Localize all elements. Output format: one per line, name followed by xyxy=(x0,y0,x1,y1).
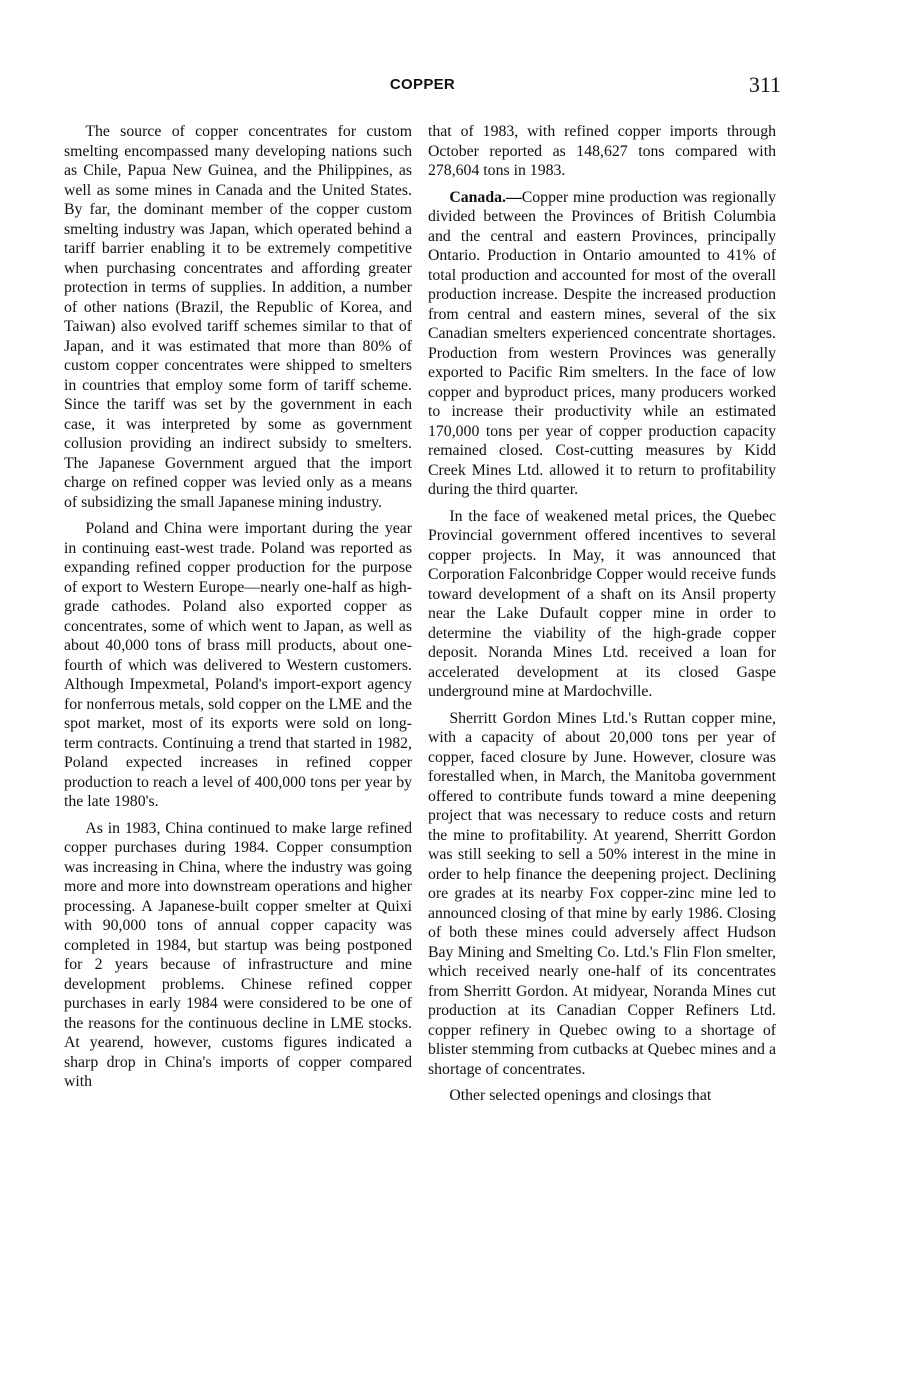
paragraph-custom-smelting: The source of copper concentrates for custom smelting encompassed many developing nations such as Chile, Papua New Guinea, and the Philippines, as well as some mines in Canada and the United States. By far, the dominant member of the copper custom smelting industry was Japan, which operated behind a tariff barrier enabling it to be extremely competitive when purchasing concentrates and affording greater protection in terms of supplies. In addition, a number of other nations (Brazil, the Republic of Korea, and Taiwan) also evolved tariff schemes similar to that of Japan, and it was estimated that more than 80% of custom copper concentrates were shipped to smelters in countries that employ some form of tariff scheme. Since the tariff was set by the government in each case, it was interpreted by some as government collusion providing an indirect subsidy to smelters. The Japanese Government argued that the import charge on refined copper was levied only as a means of subsidizing the small Japanese mining industry. xyxy=(64,123,412,511)
running-head xyxy=(60,72,785,100)
paragraph-sherritt-gordon: Sherritt Gordon Mines Ltd.'s Ruttan copper mine, with a capacity of about 20,000 tons per year of copper, faced closure by June. However, closure was forestalled when, in March, the Manitoba government offered to contribute funds toward a mine deepening project that was necessary to reduce costs and return the mine to profitability. At yearend, Sherritt Gordon was still seeking to sell a 50% interest in the mine in order to help finance the deepening project. Declining ore grades at its nearby Fox copper-zinc mine led to announced closing of that mine by early 1986. Closing of both these mines could adversely affect Hudson Bay Mining and Smelting Co. Ltd.'s Flin Flon smelter, which received nearly one-half of its concentrates from Sherritt Gordon. At midyear, Noranda Mines cut production at its Canadian Copper Refiners Ltd. copper refinery in Quebec owing to a shortage of blister stemming from cutbacks at Quebec mines and a shortage of concentrates. xyxy=(428,709,776,1078)
section-title: COPPER xyxy=(389,76,456,93)
paragraph-china-purchases: As in 1983, China continued to make large refined copper purchases during 1984. Copper consumption was increasing in China, where the industry was going more and more into downstream operations and higher processing. A Japanese-built copper smelter at Quixi with 90,000 tons of annual copper capacity was completed in 1984, but startup was being postponed for 2 years because of infrastructure and mine development problems. Chinese refined copper purchases in early 1984 were considered to be one of the reasons for the continuous decline in LME stocks. At yearend, however, customs figures indicated a sharp drop in China's imports of copper compared with xyxy=(64,819,412,1090)
paragraph-openings-closings: Other selected openings and closings that xyxy=(449,1087,712,1104)
right-column xyxy=(428,122,776,1113)
canada-text: Copper mine production was regionally divided between the Provinces of British Columbia and the central and eastern Provinces, principally Ontario. Production in Ontario amounted to 41% of total production and accounted for most of the overall production increase. Despite the increased production from central and eastern mines, several of the six Canadian smelters experienced concentrate shortages. Production from western Provinces was generally exported to Pacific Rim smelters. In the face of low copper and byproduct prices, many producers worked to increase their productivity while an estimated 170,000 tons per year of copper production capacity remained closed. Cost-cutting measures by Kidd Creek Mines Ltd. allowed it to return to profitability during the third quarter. xyxy=(428,188,776,498)
left-column xyxy=(64,122,412,1099)
paragraph-quebec: In the face of weakened metal prices, the Quebec Provincial government offered incentives to several copper projects. In May, it was announced that Corporation Falconbridge Copper would receive funds toward development of a shaft on its Ansil property near the Lake Dufault copper mine in order to determine the viability of the high-grade copper deposit. Noranda Mines Ltd. received a loan for accelerated development at its closed Gaspe underground mine at Mardochville. xyxy=(428,507,776,700)
paragraph-poland-china: Poland and China were important during the year in continuing east-west trade. Poland was reported as expanding refined copper production for the purpose of export to Western Europe—nearly one-half as high-grade cathodes. Poland also exported copper as concentrates, some of which went to Japan, as well as about 40,000 tons of brass mill products, about one-fourth of which was delivered to Western customers. Although Impexmetal, Poland's import-export agency for nonferrous metals, sold copper on the LME and the spot market, most of its exports were sold on long-term contracts. Continuing a trend that started in 1982, Poland expected increases in refined copper production to reach a level of 400,000 tons per year by the late 1980's. xyxy=(64,520,412,810)
paragraph-continuation: that of 1983, with refined copper imports through October reported as 148,627 tons compared with 278,604 tons in 1983. xyxy=(428,123,776,179)
page-number: 311 xyxy=(748,72,781,97)
paragraph-canada xyxy=(428,188,776,500)
canada-heading: Canada.— xyxy=(449,188,522,206)
